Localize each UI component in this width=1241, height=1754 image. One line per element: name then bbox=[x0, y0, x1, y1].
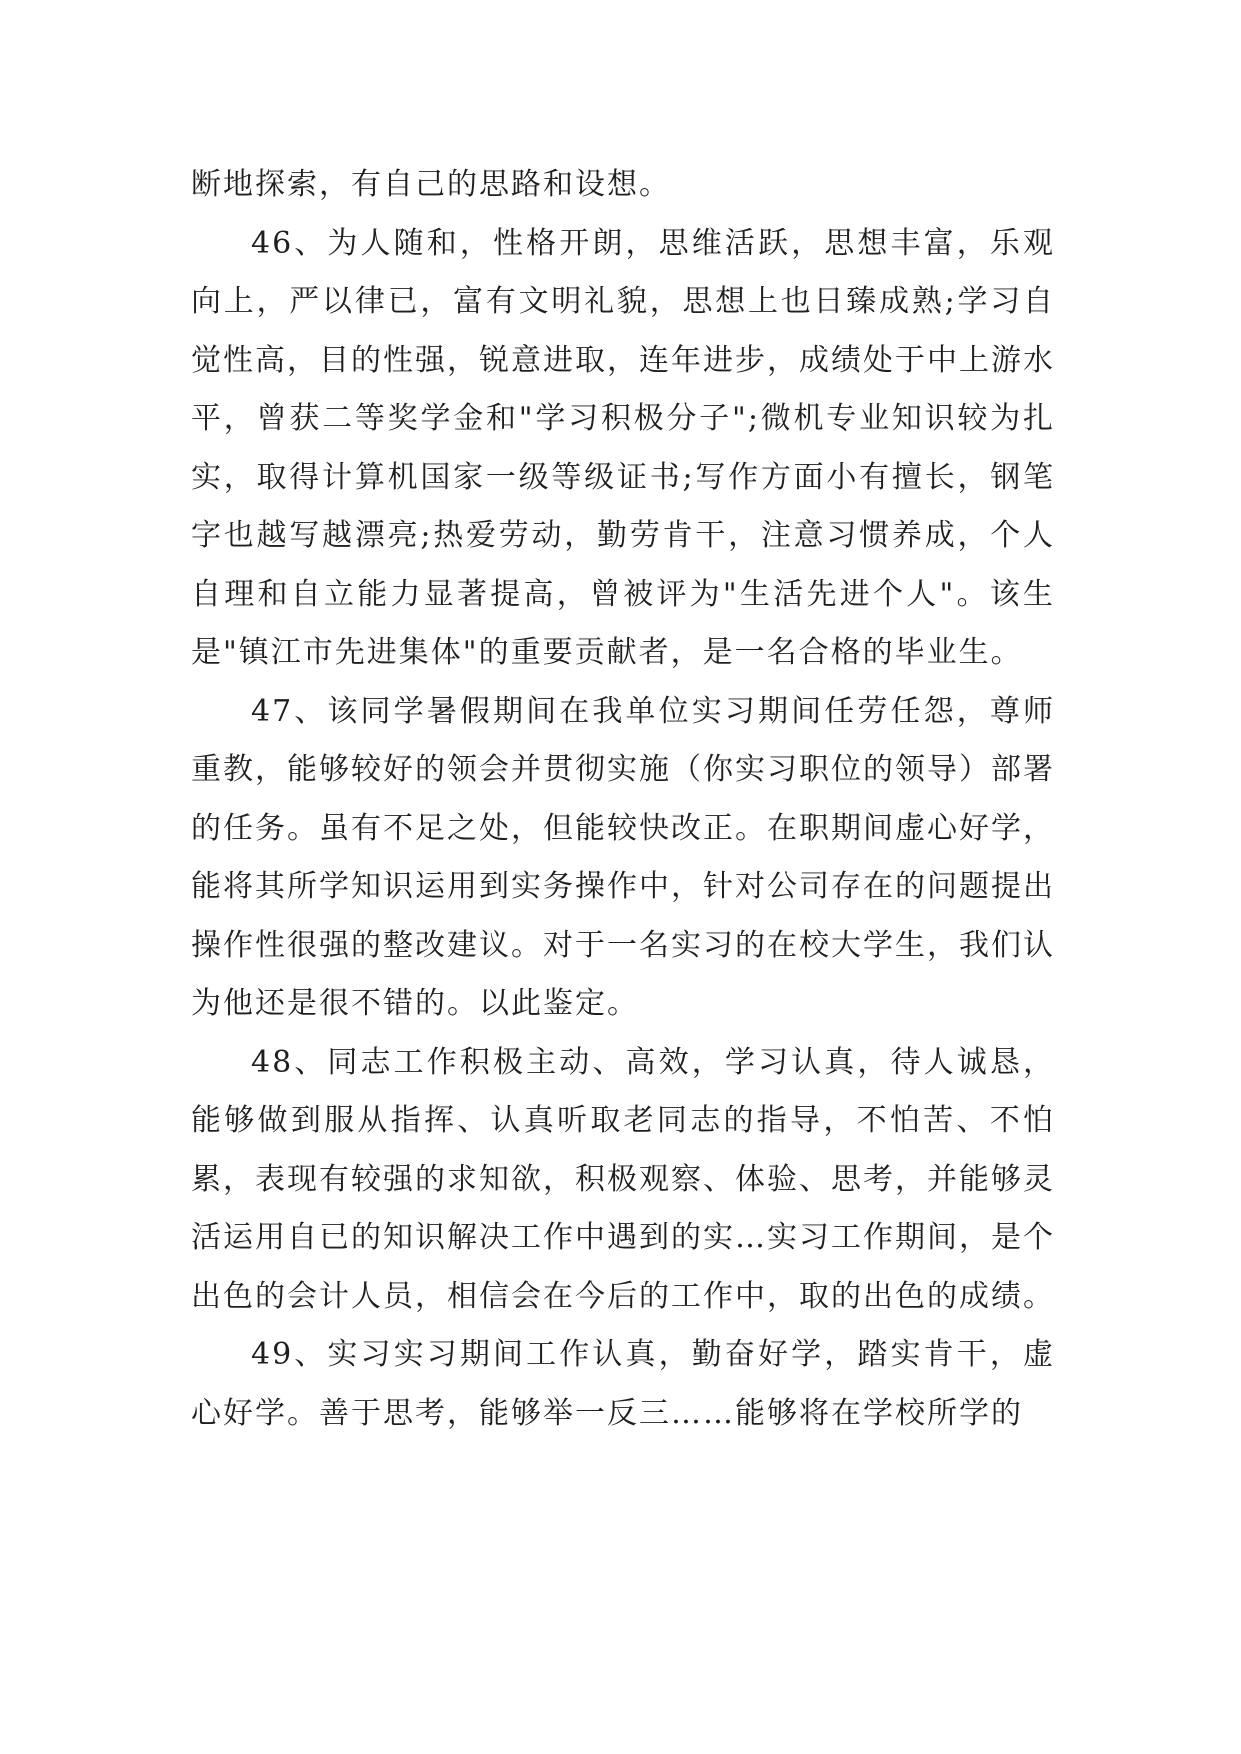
paragraph-item-46: 46、为人随和，性格开朗，思维活跃，思想丰富，乐观向上，严以律已，富有文明礼貌，思想上也日臻成熟;学习自觉性高，目的性强，锐意进取，连年进步，成绩处于中上游水平，曾获二等奖学金和"学习积极分子";微机专业知识较为扎实，取得计算机国家一级等级证书;写作方面小有擅长，钢笔字也越写越漂亮;热爱劳动，勤劳肯干，注意习惯养成，个人自理和自立能力显著提高，曾被评为"生活先进个人"。该生是"镇江市先进集体"的重要贡献者，是一名合格的毕业生。 bbox=[191, 225, 1055, 670]
paragraph-item-47: 47、该同学暑假期间在我单位实习期间任劳任怨，尊师重教，能够较好的领会并贯彻实施（你实习职位的领导）部署的任务。虽有不足之处，但能较快改正。在职期间虚心好学，能将其所学知识运用到实务操作中，针对公司存在的问题提出操作性很强的整改建议。对于一名实习的在校大学生，我们认为他还是很不错的。以此鉴定。 bbox=[191, 693, 1055, 1021]
paragraph-item-49: 49、实习实习期间工作认真，勤奋好学，踏实肯干，虚心好学。善于思考，能够举一反三……能够将在学校所学的 bbox=[191, 1337, 1055, 1431]
document-body bbox=[191, 156, 1055, 1443]
paragraph-continuation: 断地探索，有自己的思路和设想。 bbox=[191, 167, 671, 202]
paragraph-item-48: 48、同志工作积极主动、高效，学习认真，待人诚恳，能够做到服从指挥、认真听取老同志的指导，不怕苦、不怕累，表现有较强的求知欲，积极观察、体验、思考，并能够灵活运用自已的知识解决工作中遇到的实…实习工作期间，是个出色的会计人员，相信会在今后的工作中，取的出色的成绩。 bbox=[191, 1044, 1055, 1314]
